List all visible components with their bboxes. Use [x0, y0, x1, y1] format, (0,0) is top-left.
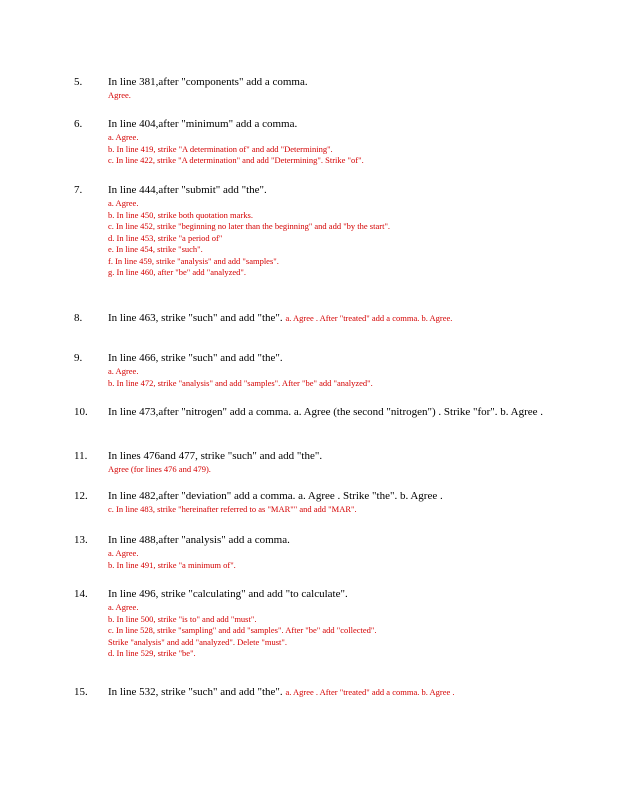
- response-line: b. In line 450, strike both quotation marks.: [108, 209, 253, 220]
- response-line: Agree.: [108, 90, 131, 100]
- response-line: b. In line 500, strike "is to" and add "must".: [108, 613, 257, 624]
- response-line: e. In line 454, strike "such".: [108, 244, 203, 254]
- item-number: 6.: [74, 118, 83, 130]
- response-line: c. In line 422, strike "A determination" and add "Determining". Strike "of".: [108, 155, 364, 165]
- item-responses: [108, 504, 544, 516]
- response-line: c. In line 528, strike "sampling" and add "samples". After "be" add "collected".: [108, 625, 377, 635]
- item-text: In lines 476and 477, strike "such" and add "the".: [108, 450, 323, 462]
- item-number: 15.: [74, 686, 88, 698]
- item-responses: [108, 90, 544, 102]
- item-number: 10.: [74, 406, 88, 418]
- response-line: a. Agree.: [108, 366, 139, 376]
- item-responses: [108, 366, 544, 389]
- response-line: b. In line 472, strike "analysis" and add "samples". After "be" add "analyzed".: [108, 377, 373, 388]
- response-line: a. Agree.: [108, 132, 139, 142]
- item-responses: [108, 602, 544, 660]
- item-responses: [108, 132, 544, 167]
- item-number: 12.: [74, 490, 88, 502]
- item-number: 5.: [74, 76, 83, 88]
- item-text: In line 488,after "analysis" add a comma.: [108, 534, 290, 546]
- item-number: 11.: [74, 450, 88, 462]
- item-responses: [108, 198, 544, 279]
- item-text: In line 473,after "nitrogen" add a comma. a. Agree (the second "nitrogen") . Strike "for". b. Agree .: [108, 406, 544, 418]
- response-line: d. In line 453, strike "a period of": [108, 232, 223, 243]
- response-line: b. In line 491, strike "a minimum of".: [108, 559, 236, 570]
- item-text: In line 496, strike "calculating" and add "to calculate".: [108, 588, 348, 600]
- item-text: In line 466, strike "such" and add "the".: [108, 352, 283, 364]
- item-text: In line 482,after "deviation" add a comma. a. Agree . Strike "the". b. Agree .: [108, 490, 443, 502]
- item-number: 13.: [74, 534, 88, 546]
- response-line: a. Agree.: [108, 198, 139, 208]
- item-responses: [108, 464, 544, 476]
- response-line: c. In line 483, strike "hereinafter referred to as "MAR"" and add "MAR".: [108, 504, 357, 514]
- item-text: [108, 686, 544, 699]
- inline-response: a. Agree . After "treated" add a comma. b. Agree.: [285, 313, 453, 323]
- response-line: b. In line 419, strike "A determination of" and add "Determining".: [108, 143, 333, 154]
- response-line: d. In line 529, strike "be".: [108, 648, 196, 658]
- item-main-text: In line 463, strike "such" and add "the".: [108, 312, 283, 324]
- item-number: 14.: [74, 588, 88, 600]
- response-line: a. Agree.: [108, 602, 139, 612]
- item-number: 7.: [74, 184, 83, 196]
- item-number: 9.: [74, 352, 83, 364]
- item-main-text: In line 532, strike "such" and add "the".: [108, 686, 283, 698]
- response-line: Agree (for lines 476 and 479).: [108, 464, 211, 474]
- response-line: g. In line 460, after "be" add "analyzed".: [108, 267, 247, 277]
- response-line: Strike "analysis" and add "analyzed". Delete "must".: [108, 636, 287, 647]
- response-line: c. In line 452, strike "beginning no later than the beginning" and add "by the start".: [108, 221, 391, 231]
- inline-response: a. Agree . After "treated" add a comma. b. Agree .: [285, 687, 455, 697]
- item-text: In line 444,after "submit" add "the".: [108, 184, 267, 196]
- item-text: [108, 312, 544, 325]
- item-text: In line 404,after "minimum" add a comma.: [108, 118, 298, 130]
- item-number: 8.: [74, 312, 83, 324]
- response-line: a. Agree.: [108, 548, 139, 558]
- item-responses: [108, 548, 544, 571]
- item-text: In line 381,after "components" add a comma.: [108, 76, 308, 88]
- response-line: f. In line 459, strike "analysis" and add "samples".: [108, 255, 279, 266]
